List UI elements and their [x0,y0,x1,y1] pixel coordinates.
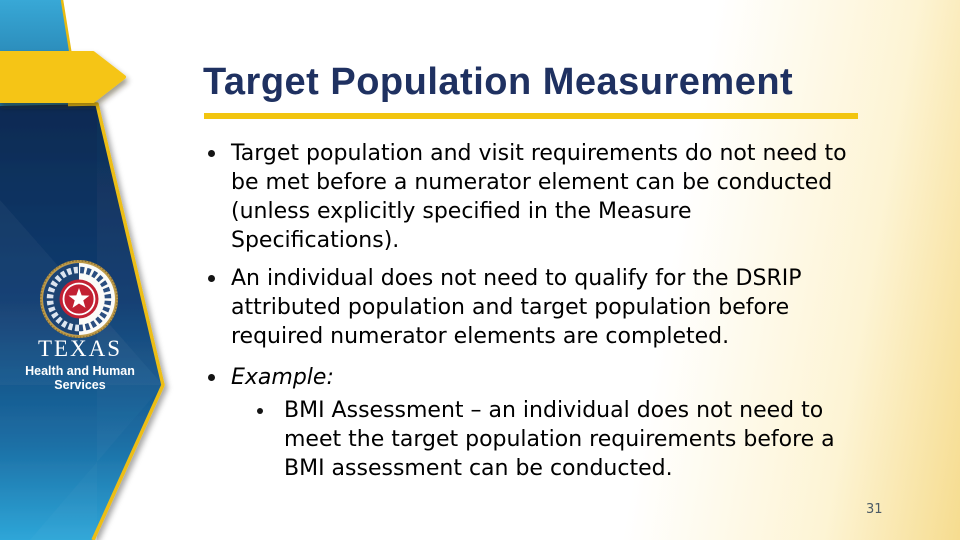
logo-org-name: TEXAS [37,336,123,361]
bullet-line: Specifications). [231,228,400,253]
bullet-dot-icon [208,374,215,381]
title-underline [204,113,858,119]
bullet-item-4 [257,396,940,483]
bullet-line: (unless explicitly specified in the Measure [231,199,692,224]
bullet-text [231,363,334,392]
texas-hhs-seal-icon [40,260,118,338]
bullet-dot-icon [208,275,215,282]
bullet-text [231,264,802,351]
left-decoration [0,0,200,540]
bullet-dot-icon [208,150,215,157]
gold-arrow-icon [0,53,124,101]
bullet-line: required numerator elements are completed. [231,324,730,349]
bullet-line: Target population and visit requirements do not need to [231,141,847,166]
bullet-line: meet the target population requirements before a [284,427,835,452]
logo-dept-line2: Services [54,378,106,392]
bullet-line: BMI assessment can be conducted. [284,456,673,481]
bullet-line: BMI Assessment – an individual does not need to [284,398,824,423]
logo-wordmark [4,337,156,392]
bullet-item-1 [205,139,940,255]
bullet-line: be met before a numerator element can be conducted [231,170,833,195]
bullet-list [205,139,940,483]
slide-title: Target Population Measurement [203,61,794,103]
bullet-text [231,139,847,255]
bullet-item-3 [205,363,940,392]
bullet-line: Example: [231,365,334,390]
logo-dept-line1: Health and Human [25,364,135,378]
bullet-line: An individual does not need to qualify for the DSRIP [231,266,802,291]
page-number: 31 [866,502,883,517]
bullet-line: attributed population and target population before [231,295,790,320]
bullet-dot-icon [257,408,263,414]
bullet-text [284,396,835,483]
bullet-item-2 [205,264,940,351]
